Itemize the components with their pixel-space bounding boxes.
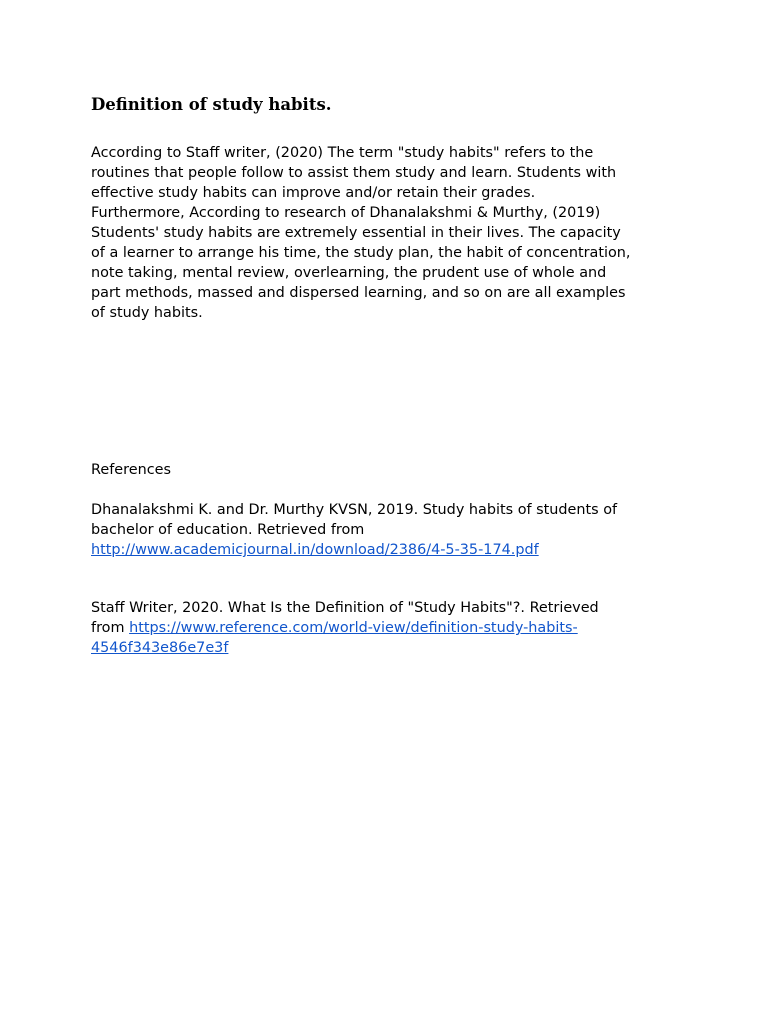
paragraph-line: According to Staff writer, (2020) The term "study habits" refers to the <box>91 145 594 161</box>
reference-entry-2 <box>91 598 691 658</box>
paragraph-line: effective study habits can improve and/or retain their grades. <box>91 185 536 201</box>
paragraph-line: of study habits. <box>91 305 203 321</box>
reference-text: from <box>91 620 130 636</box>
reference-link[interactable]: http://www.academicjournal.in/download/2386/4-5-35-174.pdf <box>91 542 539 558</box>
reference-text: bachelor of education. Retrieved from <box>91 522 365 538</box>
paragraph-line: of a learner to arrange his time, the study plan, the habit of concentration, <box>91 245 631 261</box>
reference-text: Dhanalakshmi K. and Dr. Murthy KVSN, 2019. Study habits of students of <box>91 502 618 518</box>
page-title: Definition of study habits. <box>91 95 332 114</box>
reference-link-continuation[interactable]: 4546f343e86e7e3f <box>91 640 229 656</box>
reference-text: Staff Writer, 2020. What Is the Definition of "Study Habits"?. Retrieved <box>91 600 599 616</box>
paragraph-line: Students' study habits are extremely essential in their lives. The capacity <box>91 225 621 241</box>
references-heading: References <box>91 462 171 478</box>
reference-link-line <box>91 638 691 658</box>
reference-link-line <box>91 618 691 638</box>
reference-entry-1 <box>91 500 691 560</box>
paragraph-line: routines that people follow to assist them study and learn. Students with <box>91 165 617 181</box>
reference-link-line <box>91 540 691 560</box>
paragraph-line: Furthermore, According to research of Dhanalakshmi & Murthy, (2019) <box>91 205 601 221</box>
paragraph-line: note taking, mental review, overlearning, the prudent use of whole and <box>91 265 607 281</box>
reference-link[interactable]: https://www.reference.com/world-view/definition-study-habits- <box>129 620 578 636</box>
definition-paragraph <box>91 143 691 323</box>
paragraph-line: part methods, massed and dispersed learning, and so on are all examples <box>91 285 626 301</box>
